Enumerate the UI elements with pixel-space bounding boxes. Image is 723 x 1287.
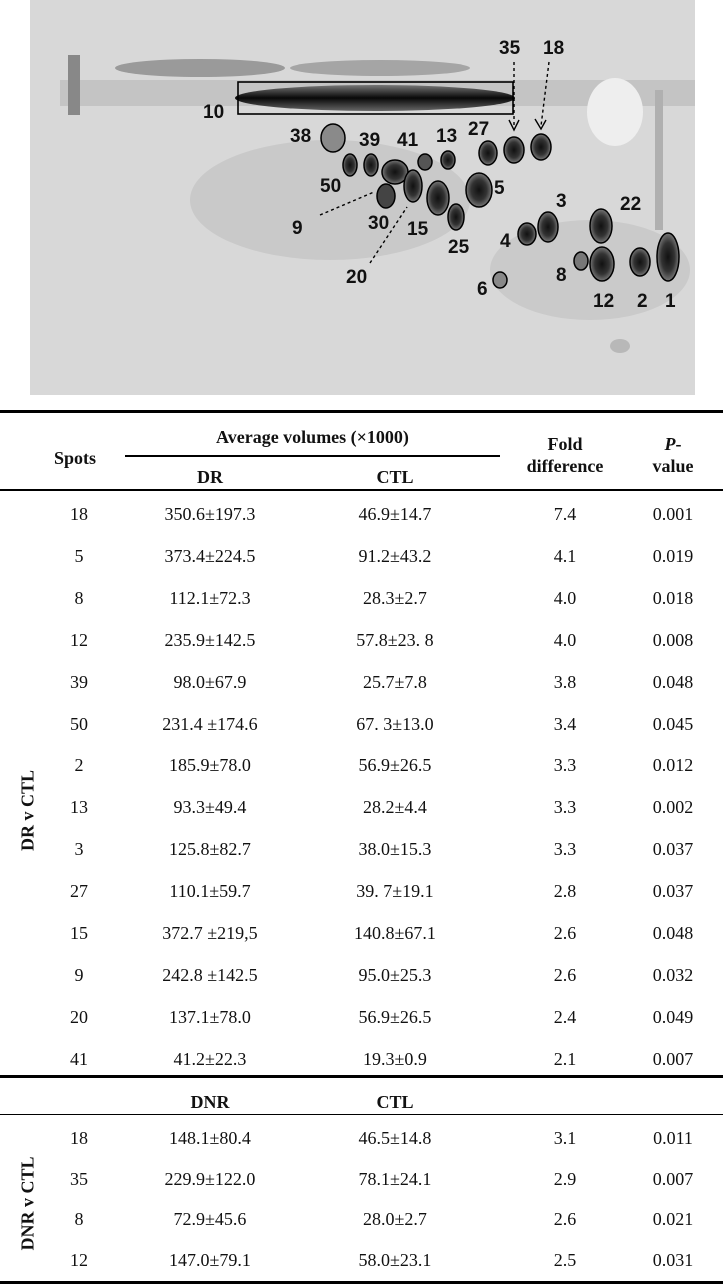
results-table bbox=[0, 410, 723, 1287]
cell-ctl: 19.3±0.9 bbox=[363, 1048, 427, 1069]
cell-fold: 3.3 bbox=[553, 797, 577, 818]
cell-fold: 3.1 bbox=[553, 1128, 577, 1148]
cell-ctl: 28.0±2.7 bbox=[363, 1209, 427, 1229]
table-row bbox=[0, 620, 723, 662]
cell-fold: 2.6 bbox=[553, 923, 577, 943]
svg-text:1: 1 bbox=[665, 291, 676, 312]
cell-p-value: 0.031 bbox=[652, 1249, 694, 1270]
cell-p-value: 0.048 bbox=[652, 923, 694, 943]
table-row bbox=[0, 1159, 723, 1201]
cell-group-a: 373.4±224.5 bbox=[164, 545, 256, 566]
cell-fold: 4.0 bbox=[553, 629, 577, 650]
svg-text:6: 6 bbox=[477, 279, 488, 300]
header-subrule bbox=[125, 455, 500, 457]
cell-ctl: 28.3±2.7 bbox=[363, 587, 427, 608]
gel-image bbox=[0, 0, 723, 405]
side-label-dr-v-ctl: DR v CTL bbox=[17, 770, 38, 852]
cell-p-value: 0.007 bbox=[652, 1168, 694, 1189]
cell-group-a: 41.2±22.3 bbox=[173, 1048, 247, 1069]
cell-group-a: 98.0±67.9 bbox=[173, 671, 247, 692]
cell-p-value: 0.001 bbox=[652, 504, 694, 524]
svg-text:27: 27 bbox=[468, 119, 490, 140]
table-row bbox=[0, 662, 723, 704]
cell-group-a: 148.1±80.4 bbox=[169, 1128, 251, 1148]
header-col-ctl-2: CTL bbox=[376, 1092, 414, 1112]
cell-p-value: 0.012 bbox=[652, 755, 694, 776]
cell-group-a: 137.1±78.0 bbox=[169, 1006, 251, 1027]
svg-text:39: 39 bbox=[359, 130, 381, 151]
cell-group-a: 110.1±59.7 bbox=[169, 881, 251, 902]
table-row bbox=[0, 1199, 723, 1241]
table-row bbox=[0, 997, 723, 1039]
header-col-ctl: CTL bbox=[376, 467, 414, 487]
table-row bbox=[0, 871, 723, 913]
cell-fold: 2.1 bbox=[553, 1048, 577, 1069]
cell-spot: 41 bbox=[70, 1048, 88, 1069]
cell-group-a: 235.9±142.5 bbox=[164, 629, 256, 650]
cell-fold: 2.6 bbox=[553, 1209, 577, 1229]
cell-fold: 3.3 bbox=[553, 755, 577, 776]
cell-group-a: 185.9±78.0 bbox=[169, 755, 251, 776]
cell-spot: 5 bbox=[74, 545, 84, 566]
cell-p-value: 0.045 bbox=[652, 713, 694, 734]
cell-group-a: 231.4 ±174.6 bbox=[162, 713, 258, 734]
svg-text:22: 22 bbox=[620, 194, 642, 215]
cell-p-value: 0.021 bbox=[652, 1209, 694, 1229]
svg-text:50: 50 bbox=[320, 176, 342, 197]
cell-spot: 50 bbox=[70, 713, 88, 734]
table-row bbox=[0, 494, 723, 536]
cell-spot: 9 bbox=[74, 964, 84, 985]
svg-text:18: 18 bbox=[543, 38, 565, 59]
cell-spot: 35 bbox=[70, 1168, 88, 1189]
cell-spot: 13 bbox=[70, 797, 88, 818]
cell-p-value: 0.018 bbox=[652, 587, 694, 608]
table-row bbox=[0, 955, 723, 997]
cell-p-value: 0.037 bbox=[652, 881, 694, 902]
section-divider-rule bbox=[0, 1075, 723, 1078]
svg-text:15: 15 bbox=[407, 219, 429, 240]
table-row bbox=[0, 578, 723, 620]
table-top-rule bbox=[0, 410, 723, 413]
table-row bbox=[0, 536, 723, 578]
cell-spot: 20 bbox=[70, 1006, 88, 1027]
cell-p-value: 0.048 bbox=[652, 671, 694, 692]
cell-p-value: 0.002 bbox=[652, 797, 694, 818]
table-row bbox=[0, 829, 723, 871]
svg-text:35: 35 bbox=[499, 38, 521, 59]
svg-text:30: 30 bbox=[368, 213, 390, 234]
cell-fold: 2.8 bbox=[553, 881, 577, 902]
cell-group-a: 147.0±79.1 bbox=[169, 1249, 251, 1270]
cell-p-value: 0.007 bbox=[652, 1048, 694, 1069]
svg-text:12: 12 bbox=[593, 291, 615, 312]
cell-ctl: 67. 3±13.0 bbox=[356, 713, 434, 734]
cell-p-value: 0.049 bbox=[652, 1006, 694, 1027]
cell-ctl: 56.9±26.5 bbox=[358, 1006, 432, 1027]
header-p-value: P- value bbox=[652, 434, 694, 476]
cell-group-a: 93.3±49.4 bbox=[173, 797, 247, 818]
cell-fold: 2.5 bbox=[553, 1249, 577, 1270]
table-row bbox=[0, 787, 723, 829]
cell-spot: 18 bbox=[70, 1128, 88, 1148]
header-fold-difference: Fold difference bbox=[526, 434, 604, 476]
cell-ctl: 25.7±7.8 bbox=[363, 671, 427, 692]
header-spots: Spots bbox=[53, 448, 97, 468]
cell-spot: 12 bbox=[70, 629, 88, 650]
svg-text:5: 5 bbox=[494, 178, 505, 199]
table-row bbox=[0, 913, 723, 955]
cell-spot: 8 bbox=[74, 1209, 84, 1229]
svg-text:4: 4 bbox=[500, 231, 511, 252]
cell-p-value: 0.011 bbox=[653, 1128, 693, 1148]
cell-fold: 3.8 bbox=[553, 671, 577, 692]
cell-ctl: 78.1±24.1 bbox=[358, 1168, 432, 1189]
cell-ctl: 56.9±26.5 bbox=[358, 755, 432, 776]
cell-p-value: 0.037 bbox=[652, 839, 694, 860]
table-row bbox=[0, 704, 723, 746]
cell-group-a: 125.8±82.7 bbox=[169, 839, 251, 860]
svg-text:38: 38 bbox=[290, 126, 312, 147]
header-average-volumes: Average volumes (×1000) bbox=[216, 427, 409, 447]
table-row bbox=[0, 1240, 723, 1282]
svg-text:13: 13 bbox=[436, 126, 458, 147]
cell-ctl: 46.9±14.7 bbox=[358, 504, 432, 524]
cell-ctl: 38.0±15.3 bbox=[358, 839, 432, 860]
cell-fold: 7.4 bbox=[553, 504, 577, 524]
svg-text:41: 41 bbox=[397, 130, 419, 151]
cell-ctl: 91.2±43.2 bbox=[358, 545, 432, 566]
cell-ctl: 95.0±25.3 bbox=[358, 964, 432, 985]
cell-spot: 15 bbox=[70, 923, 88, 943]
section2-header-rule bbox=[0, 1114, 723, 1115]
spot-10-band bbox=[235, 85, 515, 111]
cell-ctl: 39. 7±19.1 bbox=[356, 881, 434, 902]
svg-text:25: 25 bbox=[448, 237, 470, 258]
cell-fold: 2.6 bbox=[553, 964, 577, 985]
svg-text:9: 9 bbox=[292, 218, 303, 239]
table-row bbox=[0, 745, 723, 787]
header-col-dnr: DNR bbox=[190, 1092, 230, 1112]
side-label-dnr-v-ctl: DNR v CTL bbox=[17, 1156, 38, 1251]
cell-spot: 39 bbox=[70, 671, 88, 692]
cell-group-a: 229.9±122.0 bbox=[164, 1168, 256, 1189]
svg-text:20: 20 bbox=[346, 267, 368, 288]
cell-p-value: 0.019 bbox=[652, 545, 694, 566]
cell-group-a: 112.1±72.3 bbox=[169, 587, 251, 608]
cell-ctl: 58.0±23.1 bbox=[358, 1249, 432, 1270]
header-col-dr: DR bbox=[197, 467, 223, 487]
cell-fold: 4.1 bbox=[553, 545, 577, 566]
cell-ctl: 28.2±4.4 bbox=[363, 797, 427, 818]
cell-fold: 2.9 bbox=[553, 1168, 577, 1189]
table-row bbox=[0, 1118, 723, 1160]
cell-spot: 12 bbox=[70, 1249, 88, 1270]
cell-group-a: 350.6±197.3 bbox=[164, 504, 256, 524]
cell-ctl: 140.8±67.1 bbox=[354, 923, 436, 943]
cell-ctl: 46.5±14.8 bbox=[358, 1128, 432, 1148]
cell-fold: 3.4 bbox=[553, 713, 577, 734]
svg-text:2: 2 bbox=[637, 291, 648, 312]
cell-ctl: 57.8±23. 8 bbox=[356, 629, 434, 650]
cell-fold: 4.0 bbox=[553, 587, 577, 608]
cell-group-a: 242.8 ±142.5 bbox=[162, 964, 258, 985]
cell-p-value: 0.032 bbox=[652, 964, 694, 985]
cell-spot: 2 bbox=[74, 755, 84, 776]
cell-fold: 3.3 bbox=[553, 839, 577, 860]
svg-text:10: 10 bbox=[203, 102, 225, 123]
cell-spot: 8 bbox=[74, 587, 84, 608]
cell-spot: 18 bbox=[70, 504, 88, 524]
svg-text:8: 8 bbox=[556, 265, 567, 286]
table-bottom-rule bbox=[0, 1281, 723, 1284]
cell-p-value: 0.008 bbox=[652, 629, 694, 650]
cell-group-a: 72.9±45.6 bbox=[173, 1209, 247, 1229]
cell-spot: 27 bbox=[70, 881, 88, 902]
svg-text:3: 3 bbox=[556, 191, 567, 212]
cell-fold: 2.4 bbox=[553, 1006, 577, 1027]
cell-group-a: 372.7 ±219,5 bbox=[162, 923, 258, 943]
cell-spot: 3 bbox=[74, 839, 84, 860]
header-bottom-rule bbox=[0, 489, 723, 491]
